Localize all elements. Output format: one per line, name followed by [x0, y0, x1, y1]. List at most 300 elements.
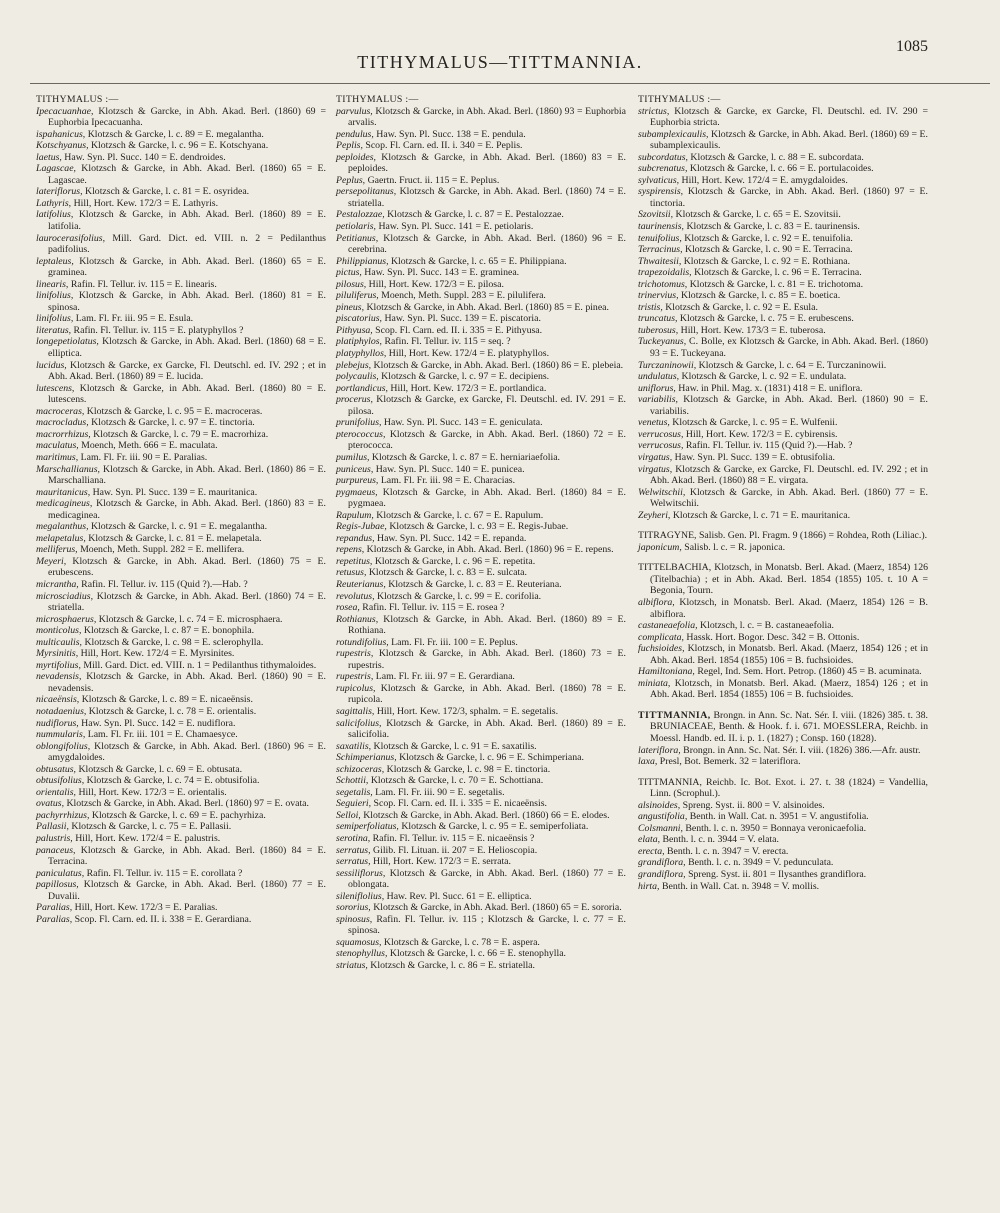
species-name: variabilis,	[638, 394, 679, 406]
entry-citation: Klotzsch & Garcke, in Abh. Akad. Berl. (1860) 93 = Euphorbia arvalis.	[348, 105, 626, 129]
index-entry	[638, 152, 928, 164]
species-name: sylvaticus,	[638, 174, 680, 186]
index-entry	[336, 175, 626, 187]
index-entry	[336, 810, 626, 822]
species-name: Rothianus,	[336, 613, 379, 625]
species-name: complicata,	[638, 631, 684, 643]
genus-name: TITTMANNIA,	[638, 776, 702, 788]
species-name: schizoceras,	[336, 763, 385, 775]
index-entry	[336, 360, 626, 372]
species-name: Regis-Jubae,	[336, 521, 387, 533]
column-1	[36, 94, 326, 925]
species-name: rotundifolius,	[336, 636, 389, 648]
index-entry	[336, 960, 626, 972]
entry-citation: Rafin. Fl. Tellur. iv. 115 = E. corollata ?	[84, 867, 243, 879]
species-name: piscatorius,	[336, 313, 382, 325]
species-name: syspirensis,	[638, 186, 684, 198]
genus-name: TITRAGYNE,	[638, 530, 697, 542]
species-name: procerus,	[336, 394, 373, 406]
index-entry	[638, 510, 928, 522]
species-name: obtusifolius,	[36, 775, 85, 787]
entry-citation: Klotzsch & Garcke, in Abh. Akad. Berl. (1860) 84 = E. Terracina.	[48, 844, 326, 868]
genus-species-entry	[638, 632, 928, 644]
entry-citation: Benth. l. c. n. 3949 = V. pedunculata.	[685, 857, 834, 869]
index-entry	[36, 591, 326, 614]
species-name: stenophyllus,	[336, 948, 388, 960]
entry-citation: Klotzsch, l. c. = B. castaneaefolia.	[697, 620, 834, 632]
index-entry	[336, 602, 626, 614]
entry-citation: Benth. l. c. n. 3944 = V. elata.	[660, 834, 779, 846]
entry-list	[638, 106, 928, 522]
index-entry	[638, 371, 928, 383]
species-name: erecta,	[638, 845, 665, 857]
species-name: Pestalozzae,	[336, 209, 385, 221]
index-entry	[638, 452, 928, 464]
entry-citation: Haw. Syn. Pl. Succ. 140 = E. dendroides.	[61, 151, 226, 163]
species-name: plebejus,	[336, 359, 372, 371]
entry-citation: Klotzsch & Garcke, in Abh. Akad. Berl. (1860) 86 = E. plebeia.	[371, 359, 624, 371]
genus-citation: Klotzsch, in Monatsb. Berl. Akad. (Maerz, 1854) 126 (Titelbachia) ; et in Abh. Akad. Berl. 1854 (1855) 105. t. 10 A = Begonia, Tourn.	[650, 562, 928, 597]
index-entry	[36, 106, 326, 129]
species-name: Paralias,	[36, 902, 73, 914]
entry-citation: Klotzsch & Garcke, l. c. 99 = E. corifolia.	[374, 590, 542, 602]
index-entry	[336, 706, 626, 718]
index-entry	[638, 279, 928, 291]
species-name: notadaenius,	[36, 705, 87, 717]
entry-citation: Klotzsch & Garcke, l. c. 81 = E. trichotoma.	[687, 278, 864, 290]
species-name: latifolius,	[36, 209, 74, 221]
entry-citation: Klotzsch & Garcke, in Abh. Akad. Berl. (1860) 90 = E. variabilis.	[650, 394, 928, 417]
entry-citation: Lam. Fl. Fr. iii. 90 = E. Paralias.	[78, 451, 208, 463]
index-entry	[336, 371, 626, 383]
species-name: Peplus,	[336, 174, 366, 186]
entry-citation: Haw. Syn. Pl. Succ. 143 = E. graminea.	[361, 267, 520, 279]
entry-citation: Klotzsch & Garcke, in Abh. Akad. Berl. (1860) 74 = E. striatella.	[348, 186, 626, 209]
entry-citation: Rafin. Fl. Tellur. iv. 115 (Quid ?).—Hab. ?	[683, 440, 853, 452]
genus-species-entry	[638, 745, 928, 757]
index-entry	[36, 163, 326, 186]
entry-citation: Lam. Fl. Fr. iii. 101 = E. Chamaesyce.	[85, 729, 238, 741]
species-name: macrorrhizus,	[36, 428, 91, 440]
entry-citation: Klotzsch & Garcke, l. c. 97 = E. decipiens.	[378, 371, 550, 383]
entry-citation: Klotzsch & Garcke, in Abh. Akad. Berl. (1860) 73 = E. rupestris.	[348, 648, 626, 671]
species-name: microsciadius,	[36, 590, 94, 602]
index-entry	[36, 718, 326, 730]
index-entry	[336, 417, 626, 429]
entry-citation: Klotzsch & Garcke, l. c. 96 = E. Kotschyana.	[88, 140, 269, 152]
index-entry	[36, 440, 326, 452]
index-entry	[336, 394, 626, 417]
index-entry	[638, 336, 928, 359]
species-name: Hamiltoniana,	[638, 666, 695, 678]
index-entry	[36, 868, 326, 880]
genus-species-entry	[638, 869, 928, 881]
entry-citation: Klotzsch & Garcke, l. c. 66 = E. portulacoides.	[687, 163, 874, 175]
genus-species-entry	[638, 666, 928, 678]
genus-species-entry	[638, 846, 928, 858]
species-name: leptaleus,	[36, 255, 74, 267]
species-name: tenuifolius,	[638, 232, 682, 244]
species-name: taurinensis,	[638, 221, 684, 233]
entry-citation: Hill, Hort. Kew. 172/4 = E. amygdaloides.	[679, 174, 848, 186]
entry-citation: Klotzsch & Garcke, ex Garcke, Fl. Deutschl. ed. IV. 291 = E. pilosa.	[348, 394, 626, 417]
entry-citation: Rafin. Fl. Tellur. iv. 115 ; Klotzsch & Garcke, l. c. 77 = E. spinosa.	[348, 913, 626, 937]
species-name: miniata,	[638, 677, 671, 689]
entry-citation: Klotzsch & Garcke, l. c. 83 = E. sulcata.	[366, 567, 527, 579]
species-name: grandiflora,	[638, 869, 686, 880]
genus-citation: Reichb. Ic. Bot. Exot. i. 27. t. 38 (1824) = Vandellia, Linn. (Scrophul.).	[650, 776, 928, 800]
index-entry	[336, 221, 626, 233]
index-entry	[36, 879, 326, 902]
index-entry	[36, 914, 326, 926]
genus-entry	[638, 710, 928, 745]
entry-citation: Klotzsch & Garcke, in Abh. Akad. Berl. (1860) 86 = E. Marschalliana.	[48, 463, 326, 487]
entry-citation: Hassk. Hort. Bogor. Desc. 342 = B. Ottonis.	[683, 631, 860, 643]
entry-citation: Klotzsch & Garcke, l. c. 69 = E. pachyrhiza.	[89, 809, 266, 821]
species-name: pachyrrhizus,	[36, 809, 90, 821]
entry-citation: Klotzsch & Garcke, l. c. 96 = E. Terracina.	[691, 267, 862, 279]
species-name: grandiflora,	[638, 857, 686, 869]
species-name: platyphyllos,	[336, 348, 387, 360]
index-entry	[36, 845, 326, 868]
species-name: laurocerasifolius,	[36, 232, 106, 244]
index-entry	[36, 729, 326, 741]
genus-entry	[638, 562, 928, 597]
species-name: virgatus,	[638, 463, 673, 475]
entry-citation: Brongn. in Ann. Sc. Nat. Sér. I. viii. (1826) 386.—Afr. austr.	[680, 744, 921, 756]
species-name: Thwaitesii,	[638, 255, 682, 267]
index-entry	[36, 452, 326, 464]
index-entry	[36, 256, 326, 279]
index-entry	[336, 752, 626, 764]
index-entry	[638, 394, 928, 417]
entry-citation: Hill, Hort. Kew. 172/3 = E. orientalis.	[76, 786, 227, 798]
species-name: Tuckeyanus,	[638, 336, 687, 348]
species-name: pterococcus,	[336, 428, 386, 440]
species-name: portlandicus,	[336, 382, 388, 394]
entry-citation: Klotzsch & Garcke, l. c. 83 = E. Reuteriana.	[385, 578, 562, 590]
genus-species-entry	[638, 678, 928, 701]
entry-citation: Klotzsch & Garcke, in Abh. Akad. Berl. (1860) 72 = E. pterococca.	[348, 428, 626, 452]
entry-citation: Klotzsch & Garcke, l. c. 70 = E. Schottiana.	[368, 775, 544, 787]
entry-citation: Hill, Hort. Kew. 172/3 = E. portlandica.	[387, 382, 547, 394]
index-entry	[36, 833, 326, 845]
species-name: parvulus,	[336, 105, 373, 117]
entry-citation: Klotzsch & Garcke, l. c. 78 = E. orientalis.	[86, 705, 257, 717]
entry-citation: Klotzsch & Garcke, l. c. 69 = E. obtusata.	[76, 763, 243, 775]
entry-citation: Klotzsch & Garcke, l. c. 87 = E. bonophila.	[81, 625, 255, 637]
entry-citation: Klotzsch & Garcke, in Abh. Akad. Berl. (1860) 77 = E. Duvalii.	[48, 879, 326, 902]
entry-citation: Klotzsch & Garcke, in Abh. Akad. Berl. (1860) 69 = E. subamplexicaulis.	[650, 128, 928, 152]
species-name: microsphaerus,	[36, 613, 97, 625]
index-entry	[336, 233, 626, 256]
index-entry	[36, 579, 326, 591]
entry-citation: Klotzsch & Garcke, l. c. 89 = E. nicaeënsis.	[79, 694, 253, 706]
index-entry	[336, 129, 626, 141]
genus-species-entry	[638, 881, 928, 893]
species-name: macroceras,	[36, 405, 85, 417]
species-name: pilosus,	[336, 278, 367, 290]
entry-citation: Rafin. Fl. Tellur. iv. 115 = seq. ?	[382, 336, 511, 348]
entry-citation: Klotzsch & Garcke, in Abh. Akad. Berl. (1860) 85 = E. pinea.	[364, 301, 609, 313]
entry-citation: Klotzsch & Garcke, l. c. 92 = E. tenuifolia.	[681, 232, 853, 244]
index-entry	[336, 868, 626, 891]
species-name: sagittalis,	[336, 705, 375, 717]
species-name: linearis,	[36, 278, 69, 290]
entry-citation: Klotzsch, in Monatsb. Berl. Akad. (Maerz, 1854) 126 = B. albiflora.	[650, 596, 928, 620]
index-entry	[36, 798, 326, 810]
entry-citation: Klotzsch & Garcke, l. c. 64 = E. Turczaninowii.	[696, 359, 887, 371]
genus-species-entry	[638, 800, 928, 812]
species-name: retusus,	[336, 567, 367, 579]
species-name: Pallasii,	[36, 821, 69, 833]
species-name: melliferus,	[36, 544, 78, 556]
species-name: Selloi,	[336, 809, 361, 821]
species-name: persepolitanus,	[336, 186, 397, 198]
index-entry	[36, 521, 326, 533]
index-entry	[36, 660, 326, 672]
species-name: strictus,	[638, 105, 670, 117]
index-entry	[638, 209, 928, 221]
species-name: piluliferus,	[336, 290, 379, 302]
index-entry	[336, 648, 626, 671]
header-rule	[30, 83, 990, 84]
species-name: Welwitschii,	[638, 486, 686, 498]
index-entry	[36, 360, 326, 383]
entry-citation: Mill. Gard. Dict. ed. VIII. n. 1 = Pedilanthus tithymaloides.	[80, 659, 317, 671]
entry-citation: Hill, Hort. Kew. 172/3, sphalm. = E. segetalis.	[374, 705, 559, 717]
entry-list	[336, 106, 626, 972]
species-name: serotina,	[336, 833, 371, 844]
entry-citation: Klotzsch & Garcke, in Abh. Akad. Berl. (1860) 83 = E. peploides.	[348, 151, 626, 175]
index-entry	[638, 325, 928, 337]
species-name: Philippianus,	[336, 255, 389, 267]
species-name: pictus,	[336, 267, 362, 279]
species-name: oblongifolius,	[36, 740, 91, 752]
entry-citation: Klotzsch & Garcke, l. c. 66 = E. stenophylla.	[387, 948, 566, 960]
genus-species-entry	[638, 542, 928, 554]
species-name: Reuterianus,	[336, 578, 386, 590]
species-name: megalanthus,	[36, 521, 89, 533]
entry-citation: Klotzsch, in Monatsb. Berl. Akad. (Maerz, 1854) 126 ; et in Abh. Akad. Berl. 1854 (1855) 106 = B. fuchsioides.	[650, 677, 928, 701]
index-entry	[638, 256, 928, 268]
species-name: laetus,	[36, 151, 62, 163]
species-name: lateriflora,	[638, 744, 681, 756]
index-entry	[36, 209, 326, 232]
index-entry	[336, 336, 626, 348]
entry-citation: Klotzsch & Garcke, l. c. 75 = E. erubescens.	[677, 313, 854, 325]
entry-citation: Klotzsch & Garcke, in Abh. Akad. Berl. (1860) 77 = E. oblongata.	[348, 867, 626, 891]
index-entry	[36, 417, 326, 429]
index-entry	[336, 718, 626, 741]
species-name: nudiflorus,	[36, 717, 79, 729]
species-name: sessiliflorus,	[336, 867, 386, 879]
genus-species-entry	[638, 834, 928, 846]
index-entry	[336, 683, 626, 706]
species-name: lutescens,	[36, 382, 75, 394]
species-name: ovatus,	[36, 798, 65, 810]
species-name: Szovitsii,	[638, 209, 674, 221]
entry-citation: Lam. Fl. Fr. iii. 97 = E. Gerardiana.	[373, 671, 515, 683]
entry-citation: Gaertn. Fruct. ii. 115 = E. Peplus.	[365, 174, 500, 186]
species-name: revolutus,	[336, 590, 375, 602]
entry-citation: Klotzsch & Garcke, in Abh. Akad. Berl. (1860) 65 = E. graminea.	[48, 255, 326, 279]
entry-citation: Scop. Fl. Carn. ed. II. i. 340 = E. Peplis.	[362, 140, 523, 152]
genus-citation: Brongn. in Ann. Sc. Nat. Sér. I. viii. (1826) 385. t. 38. BRUNIACEAE, Benth. & Hook. f. i. 671. MOESSLERA, Reichb. in Moessl. Handb. ed. II. i. p. 1. (1827) ; Consp. 160 (1828).	[650, 709, 928, 744]
species-name: tuberosus,	[638, 324, 679, 336]
entry-citation: Klotzsch & Garcke, l. c. 87 = E. herniariaefolia.	[369, 451, 560, 463]
entry-citation: Klotzsch & Garcke, in Abh. Akad. Berl. (1860) 78 = E. rupicola.	[348, 682, 626, 706]
index-entry	[336, 475, 626, 487]
entry-citation: Moench, Meth. 666 = E. maculata.	[78, 440, 218, 452]
species-name: repetitus,	[336, 555, 373, 567]
entry-list	[36, 106, 326, 926]
species-name: Zeyheri,	[638, 509, 671, 521]
species-name: elata,	[638, 834, 661, 846]
entry-citation: Klotzsch & Garcke, in Abh. Akad. Berl. (1860) 96 = E. amygdaloides.	[48, 740, 326, 764]
species-name: spinosus,	[336, 913, 373, 925]
column-3	[638, 94, 928, 892]
entry-citation: Klotzsch & Garcke, in Abh. Akad. Berl. (1860) 89 = E. latifolia.	[48, 209, 326, 233]
entry-citation: Moench, Meth. Suppl. 282 = E. mellifera.	[77, 544, 245, 556]
entry-citation: Klotzsch & Garcke, in Abh. Akad. Berl. (1860) 96 = E. repens.	[364, 544, 614, 556]
species-name: orientalis,	[36, 786, 77, 798]
index-entry	[638, 175, 928, 187]
species-name: albiflora,	[638, 596, 675, 608]
species-name: trinervius,	[638, 290, 679, 302]
species-name: mauritanicus,	[36, 486, 91, 498]
entry-citation: Klotzsch & Garcke, in Abh. Akad. Berl. (1860) 65 = E. sororia.	[370, 902, 622, 914]
species-name: pineus,	[336, 301, 365, 313]
species-name: castaneaefolia,	[638, 620, 698, 632]
index-entry	[336, 891, 626, 903]
index-entry	[638, 129, 928, 152]
index-entry	[638, 440, 928, 452]
entry-citation: Lam. Fl. Fr. iii. 98 = E. Characias.	[378, 475, 516, 487]
index-entry	[336, 313, 626, 325]
entry-citation: Klotzsch & Garcke, in Abh. Akad. Berl. (1860) 96 = E. cerebrina.	[348, 232, 626, 256]
entry-citation: Rafin. Fl. Tellur. iv. 115 = E. nicaeënsis ?	[370, 833, 535, 844]
species-name: Terracinus,	[638, 244, 683, 256]
species-name: virgatus,	[638, 451, 673, 463]
index-entry	[36, 487, 326, 499]
species-name: japonicum,	[638, 541, 682, 553]
entry-citation: Klotzsch & Garcke, in Abh. Akad. Berl. (1860) 97 = E. tinctoria.	[650, 186, 928, 209]
index-entry	[36, 810, 326, 822]
species-name: pygmaeus,	[336, 486, 378, 498]
species-name: semiperfoliatus,	[336, 821, 399, 833]
entry-citation: Klotzsch & Garcke, in Abh. Akad. Berl. (1860) 65 = E. Lagascae.	[48, 163, 326, 186]
index-entry	[336, 591, 626, 603]
species-name: Turczaninowii,	[638, 359, 697, 371]
index-entry	[336, 429, 626, 452]
species-name: truncatus,	[638, 313, 678, 325]
entry-citation: Scop. Fl. Carn. ed. II. i. 335 = E. Pithyusa.	[372, 324, 543, 336]
index-entry	[336, 914, 626, 937]
entry-citation: Salisb. l. c. = R. japonica.	[681, 541, 786, 553]
species-name: platiphylos,	[336, 336, 382, 348]
index-entry	[336, 798, 626, 810]
genus-species-entry	[638, 811, 928, 823]
index-entry	[36, 544, 326, 556]
entry-citation: Klotzsch & Garcke, l. c. 86 = E. striatella.	[367, 960, 535, 972]
index-entry	[638, 290, 928, 302]
species-name: lateriflorus,	[36, 186, 83, 198]
index-entry	[36, 694, 326, 706]
species-name: Peplis,	[336, 140, 363, 152]
entry-citation: Rafin. Fl. Tellur. iv. 115 = E. rosea ?	[359, 602, 505, 614]
index-entry	[36, 902, 326, 914]
index-entry	[638, 106, 928, 129]
species-name: Kotschyanus,	[36, 140, 89, 152]
entry-citation: Rafin. Fl. Tellur. iv. 115 = E. linearis.	[68, 278, 217, 290]
index-entry	[36, 233, 326, 256]
species-name: repens,	[336, 544, 365, 556]
index-entry	[336, 510, 626, 522]
species-name: myrtifolius,	[36, 659, 81, 671]
entry-citation: Klotzsch & Garcke, l. c. 74 = E. microsphaera.	[96, 613, 283, 625]
entry-citation: Haw. in Phil. Mag. x. (1831) 418 = E. uniflora.	[675, 382, 863, 394]
entry-citation: Benth. l. c. n. 3947 = V. erecta.	[664, 845, 789, 857]
species-name: maculatus,	[36, 440, 79, 452]
entry-citation: Gilib. Fl. Lituan. ii. 207 = E. Helioscopia.	[370, 844, 538, 856]
index-entry	[336, 579, 626, 591]
species-name: multicaulis,	[36, 636, 82, 648]
index-entry	[336, 521, 626, 533]
index-entry	[336, 948, 626, 960]
species-name: obtusatus,	[36, 763, 77, 775]
species-name: purpureus,	[336, 475, 379, 487]
species-name: serratus,	[336, 856, 371, 868]
entry-citation: Klotzsch & Garcke, l. c. 90 = E. Terracina.	[682, 244, 853, 256]
genus-species-entry	[638, 597, 928, 620]
species-name: nicaeënsis,	[36, 694, 80, 706]
genus-species-entry	[638, 756, 928, 768]
index-entry	[638, 267, 928, 279]
index-entry	[36, 614, 326, 626]
species-name: pumilus,	[336, 451, 370, 463]
index-entry	[336, 152, 626, 175]
entry-citation: Haw. Syn. Pl. Succ. 142 = E. nudiflora.	[78, 717, 236, 729]
index-entry	[336, 533, 626, 545]
species-name: nevadensis,	[36, 671, 82, 683]
entry-citation: Benth. in Wall. Cat. n. 3948 = V. mollis.	[659, 880, 820, 892]
index-entry	[36, 279, 326, 291]
index-entry	[336, 267, 626, 279]
species-name: venetus,	[638, 417, 670, 429]
species-name: trichotomus,	[638, 278, 688, 290]
entry-citation: Lam. Fl. Fr. iii. 95 = E. Esula.	[73, 313, 194, 325]
index-entry	[336, 902, 626, 914]
index-entry	[638, 302, 928, 314]
species-name: trapezoidalis,	[638, 267, 692, 279]
species-name: Pithyusa,	[336, 324, 373, 336]
index-entry	[336, 637, 626, 649]
entry-citation: Klotzsch & Garcke, l. c. 79 = E. macrorhiza.	[90, 428, 269, 440]
index-entry	[36, 775, 326, 787]
entry-citation: Klotzsch & Garcke, in Abh. Akad. Berl. (1860) 69 = Euphorbia Ipecacuanha.	[48, 105, 326, 129]
entry-citation: Scop. Fl. Carn. ed. II. i. 335 = E. nicaeënsis.	[371, 798, 547, 810]
entry-citation: Klotzsch & Garcke, l. c. 83 = E. taurinensis.	[684, 221, 860, 233]
species-name: ispahanicus,	[36, 128, 86, 140]
species-name: melapetalus,	[36, 532, 86, 544]
entry-citation: Klotzsch & Garcke, in Abh. Akad. Berl. (1860) 75 = E. erubescens.	[48, 555, 326, 579]
species-name: verrucosus,	[638, 440, 684, 452]
entry-citation: Lam. Fl. Fr. iii. 100 = E. Peplus.	[388, 636, 518, 648]
species-name: papillosus,	[36, 879, 79, 891]
entry-citation: Klotzsch & Garcke, l. c. 96 = E. repetita.	[372, 555, 536, 567]
entry-citation: Klotzsch & Garcke, in Abh. Akad. Berl. (1860) 84 = E. pygmaea.	[348, 486, 626, 510]
